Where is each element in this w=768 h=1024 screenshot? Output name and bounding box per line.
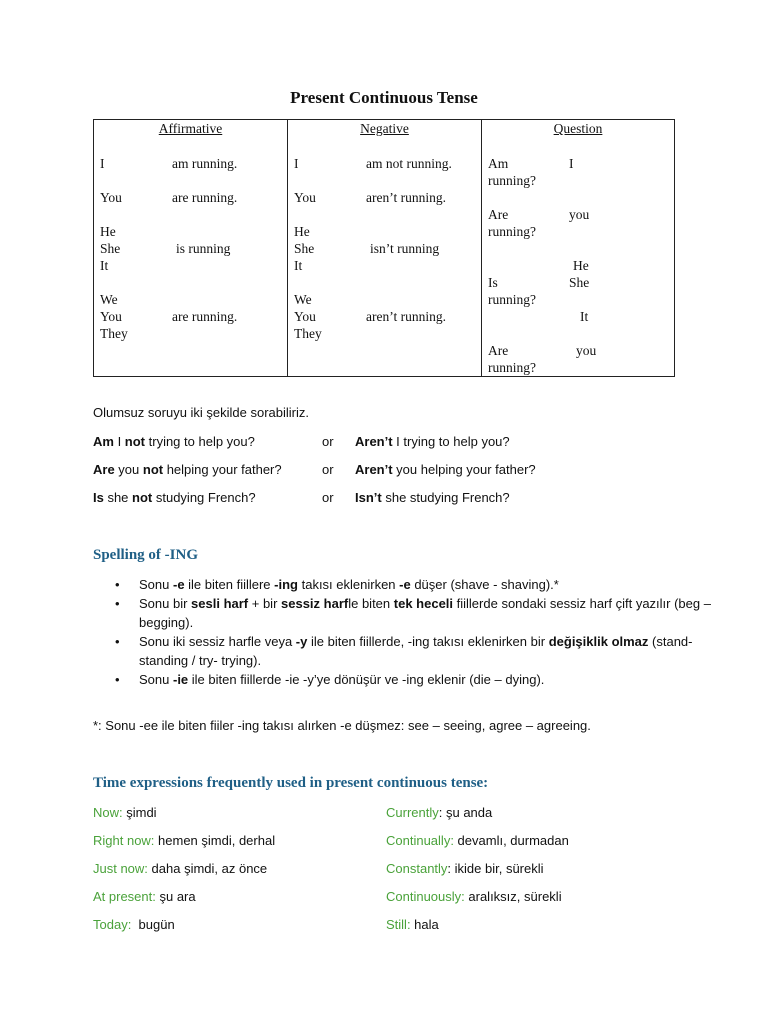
verb-phrase: aren’t running. (366, 190, 446, 205)
question-subject: She (569, 275, 590, 290)
pronoun: They (100, 326, 128, 341)
question-auxiliary: Are (488, 343, 509, 358)
spelling-rule-2: • Sonu bir sesli harf + bir sessiz harfle biten tek heceli fiillerde sondaki sessiz harf çift yazılır (beg – begging). (139, 594, 739, 632)
comparison-right-3: Isn’t she studying French? (355, 490, 510, 505)
pronoun: We (100, 292, 118, 307)
question-cell (482, 141, 675, 377)
intro-text: Olumsuz soruyu iki şekilde sorabiliriz. (93, 405, 310, 420)
time-expression-just-now: Just now: daha şimdi, az önce (93, 861, 268, 876)
pronoun: I (100, 156, 105, 171)
time-expression-right-now: Right now: hemen şimdi, derhal (93, 833, 276, 848)
header-question: Question (482, 120, 675, 142)
question-verb: running? (488, 292, 536, 307)
page-title: Present Continuous Tense (290, 88, 478, 107)
header-affirmative: Affirmative (94, 120, 288, 142)
pronoun: He (100, 224, 116, 239)
spelling-heading: Spelling of -ING (93, 547, 199, 563)
question-auxiliary: Are (488, 207, 509, 222)
verb-phrase: are running. (172, 190, 238, 205)
verb-phrase: am not running. (366, 156, 452, 171)
question-auxiliary: Am (488, 156, 509, 171)
pronoun: You (100, 190, 122, 205)
question-auxiliary: Is (488, 275, 498, 290)
pronoun: They (294, 326, 322, 341)
comparison-right-1: Aren’t I trying to help you? (355, 434, 510, 449)
question-subject: you (576, 343, 597, 358)
time-expression-at-present: At present: şu ara (93, 889, 196, 904)
spelling-rules-list (93, 575, 739, 689)
pronoun: It (294, 258, 303, 273)
or-label: or (322, 490, 334, 505)
comparison-left-1: Am I not trying to help you? (93, 434, 255, 449)
verb-phrase: are running. (172, 309, 238, 324)
verb-phrase: isn’t running (370, 241, 440, 256)
pronoun: I (294, 156, 299, 171)
comparison-right-2: Aren’t you helping your father? (355, 462, 536, 477)
pronoun: She (100, 241, 121, 256)
pronoun: He (294, 224, 310, 239)
question-verb: running? (488, 360, 536, 375)
time-expression-continually: Continually: devamlı, durmadan (386, 833, 569, 848)
verb-phrase: am running. (172, 156, 238, 171)
pronoun: You (100, 309, 122, 324)
comparison-left-3: Is she not studying French? (93, 490, 256, 505)
or-label: or (322, 434, 334, 449)
or-label: or (322, 462, 334, 477)
question-subject: He (573, 258, 589, 273)
spelling-rule-1: • Sonu -e ile biten fiillere -ing takısı eklenirken -e düşer (shave - shaving).* (139, 575, 739, 594)
question-subject: I (569, 156, 574, 171)
pronoun: It (100, 258, 109, 273)
time-expression-still: Still: hala (386, 917, 439, 932)
affirmative-cell (94, 141, 288, 377)
verb-phrase: aren’t running. (366, 309, 446, 324)
spelling-rule-3: • Sonu iki sessiz harfle veya -y ile biten fiillerde, -ing takısı eklenirken bir değişiklik olmaz (stand- standing / try- trying). (139, 632, 739, 670)
pronoun: We (294, 292, 312, 307)
question-verb: running? (488, 173, 536, 188)
spelling-rule-4: • Sonu -ie ile biten fiillerde -ie -y’ye dönüşür ve -ing eklenir (die – dying). (139, 670, 739, 689)
verb-phrase: is running (176, 241, 231, 256)
question-verb: running? (488, 224, 536, 239)
time-expression-continuously: Continuously: aralıksız, sürekli (386, 889, 562, 904)
question-subject: you (569, 207, 590, 222)
time-expression-constantly: Constantly: ikide bir, sürekli (386, 861, 544, 876)
pronoun: You (294, 190, 316, 205)
time-expression-today: Today: bugün (93, 917, 175, 932)
time-expressions-heading: Time expressions frequently used in present continuous tense: (93, 775, 489, 791)
negative-cell (288, 141, 482, 377)
header-negative: Negative (288, 120, 482, 142)
conjugation-table (93, 119, 675, 377)
pronoun: She (294, 241, 315, 256)
question-subject: It (580, 309, 589, 324)
spelling-note: *: Sonu -ee ile biten fiiler -ing takısı alırken -e düşmez: see – seeing, agree – agreeing. (93, 718, 591, 733)
time-expression-now: Now: şimdi (93, 805, 157, 820)
time-expression-currently: Currently: şu anda (386, 805, 493, 820)
comparison-left-2: Are you not helping your father? (93, 462, 282, 477)
pronoun: You (294, 309, 316, 324)
